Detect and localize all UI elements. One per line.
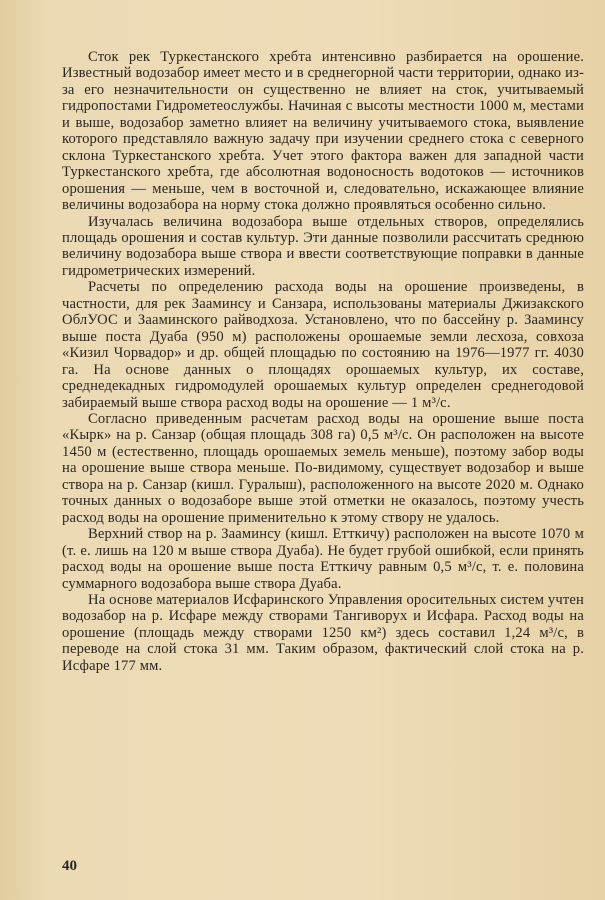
page-number: 40 xyxy=(62,858,77,874)
body-text xyxy=(62,49,584,674)
paragraph-5: Верхний створ на р. Зааминсу (кишл. Етткичу) расположен на высоте 1070 м (т. е. лишь на 120 м выше створа Дуаба). Не будет грубой ошибкой, если принять расход воды на орошение выше поста Етткичу равным 0,5 м³/с, т. е. половина суммарного водозабора выше створа Дуаба. xyxy=(62,526,584,592)
paragraph-4: Согласно приведенным расчетам расход воды на орошение выше поста «Кырк» на р. Санзар (общая площадь 308 га) 0,5 м³/с. Он расположен на высоте 1450 м (естественно, площадь орошаемых земель меньше), поэтому забор воды на орошение выше створа меньше. По-видимому, существует водозабор и выше створа на р. Санзар (кишл. Гуралыш), расположенного на высоте 2020 м. Однако точных данных о водозаборе выше этой отметки не оказалось, поэтому учесть расход воды на орошение применительно к этому створу не удалось. xyxy=(62,410,584,526)
paragraph-1: Сток рек Туркестанского хребта интенсивно разбирается на орошение. Известный водозабор имеет место и в среднегорной части территории, однако из-за его незначительности он существенно не влияет на сток, учитываемый гидропостами Гидрометеослужбы. Начиная с высоты местности 1000 м, местами и выше, водозабор заметно влияет на величину учитываемого стока, выявление которого представляло важную задачу при изучении среднего стока с северного склона Туркестанского хребта. Учет этого фактора важен для западной части Туркестанского хребта, где абсолютная водоносность водотоков — источников орошения — меньше, чем в восточной и, следовательно, искажающее влияние величины водозабора на норму стока должно проявляться особенно сильно. xyxy=(62,49,584,214)
paragraph-6: На основе материалов Исфаринского Управления оросительных систем учтен водозабор на р. Исфаре между створами Тангиворух и Исфара. Расход воды на орошение (площадь между створами 1250 км²) здесь составил 1,24 м³/с, в переводе на слой стока 31 мм. Таким образом, фактический слой стока на р. Исфаре 177 мм. xyxy=(62,591,584,674)
paragraph-2: Изучалась величина водозабора выше отдельных створов, определялись площадь орошения и состав культур. Эти данные позволили рассчитать среднюю величину водозабора выше створа и ввести соответствующие поправки в данные гидрометрических измерений. xyxy=(62,213,584,279)
paragraph-3: Расчеты по определению расхода воды на орошение произведены, в частности, для рек Зааминсу и Санзара, использованы материалы Джизакского ОблУОС и Зааминского райводхоза. Установлено, что по бассейну р. Зааминсу выше поста Дуаба (950 м) расположены орошаемые земли лесхоза, совхоза «Кизил Чорвадор» и др. общей площадью по состоянию на 1976—1977 гг. 4030 га. На основе данных о площадях орошаемых культур, их составе, среднедекадных гидромодулей орошаемых культур определен среднегодовой забираемый выше створа расход воды на орошение — 1 м³/с. xyxy=(62,279,584,411)
